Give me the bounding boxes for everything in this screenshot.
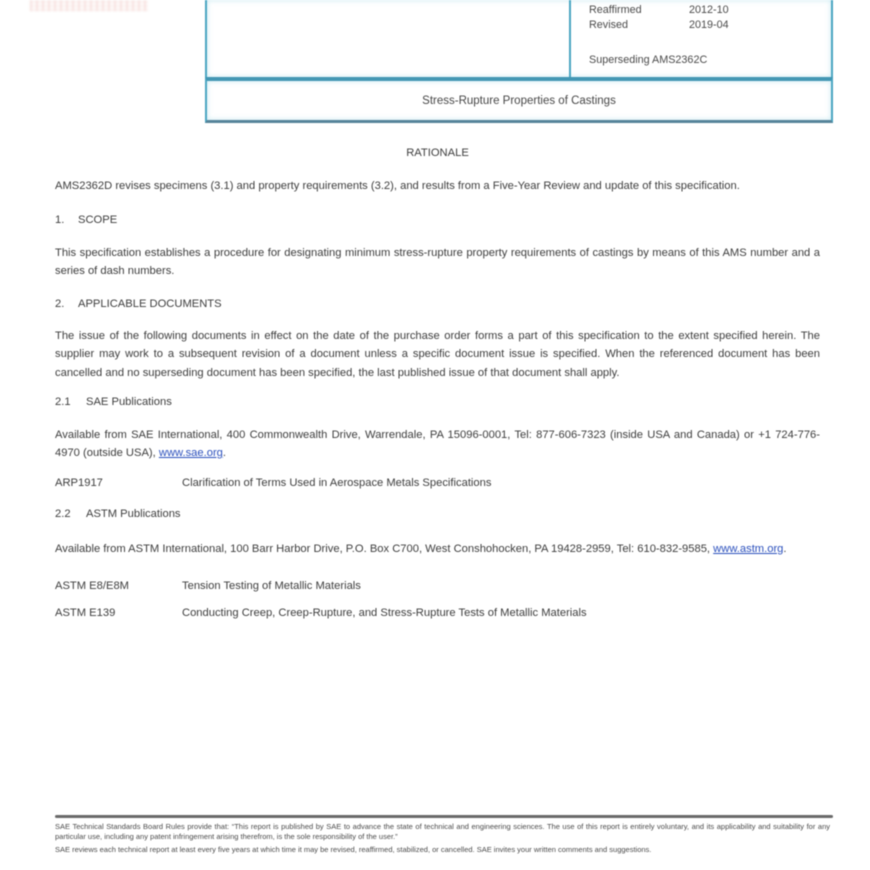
applicable-documents-paragraph: The issue of the following documents in effect on the date of the purchase order forms a part of this specification to the extent specified herein. The supplier may work to a subsequent revision of a document unless a specific document issue is specified. When the referenced document has been cancelled and no superseding document has been specified, the last published issue of that document shall apply. [55, 329, 820, 379]
footer-boilerplate-2: SAE reviews each technical report at least every five years at which time it may be revised, reaffirmed, stabilized, or cancelled. SAE invites your written comments and suggestions. [55, 845, 652, 854]
astm-address-text: Available from ASTM International, 100 Barr Harbor Drive, P.O. Box C700, West Conshohocken, PA 19428-2959, Tel: 610-832-9585, [55, 542, 714, 555]
revision-date: 2012-10 [689, 4, 729, 16]
section-number: 2.1 [55, 395, 71, 408]
document-description: Conducting Creep, Creep-Rupture, and Stress-Rupture Tests of Metallic Materials [182, 607, 587, 620]
document-description: Tension Testing of Metallic Materials [182, 580, 361, 593]
section-title: ASTM Publications [86, 507, 181, 520]
sae-address-paragraph [55, 426, 820, 463]
sae-website-link[interactable]: www.sae.org [158, 447, 223, 460]
section-heading-sae-publications [55, 396, 820, 409]
section-title: APPLICABLE DOCUMENTS [78, 297, 222, 310]
section-number: 1. [55, 213, 65, 226]
astm-address-period: . [783, 542, 787, 555]
document-code: ASTM E139 [55, 607, 116, 620]
section-title: SAE Publications [86, 395, 172, 408]
document-code: ASTM E8/E8M [55, 580, 129, 593]
section-number: 2.2 [55, 507, 71, 520]
red-artifact [30, 0, 148, 11]
section-heading-applicable-documents [55, 298, 820, 311]
document-body [55, 140, 820, 620]
footer-divider [55, 815, 833, 818]
revision-row [589, 3, 825, 18]
astm-address-paragraph [55, 540, 820, 559]
scope-paragraph: This specification establishes a procedure for designating minimum stress-rupture property requirements of castings by means of this AMS number and a series of dash numbers. [55, 246, 820, 278]
astm-website-link[interactable]: www.astm.org [713, 542, 784, 555]
rationale-heading: RATIONALE [406, 147, 469, 159]
referenced-document-row [55, 477, 820, 490]
revision-label: Revised [589, 19, 629, 31]
document-description: Clarification of Terms Used in Aerospace Metals Specifications [182, 476, 492, 489]
referenced-document-row [55, 580, 820, 593]
revision-row [589, 18, 825, 33]
document-title-box [205, 77, 833, 123]
footer [55, 822, 830, 855]
header-table [205, 0, 833, 77]
section-heading-scope [55, 214, 820, 227]
section-number: 2. [55, 297, 65, 310]
document-code: ARP1917 [55, 476, 103, 489]
rationale-paragraph: AMS2362D revises specimens (3.1) and property requirements (3.2), and results from a Five-Year Review and update of this specification. [55, 180, 740, 192]
sae-address-text: Available from SAE International, 400 Commonwealth Drive, Warrendale, PA 15096-0001, Tel: 877-606-7323 (inside USA and Canada) or +1 724-776-4970 (outside USA), [55, 428, 820, 460]
revision-label: Reaffirmed [589, 4, 642, 16]
revision-block [569, 0, 831, 77]
revision-date: 2019-04 [689, 19, 729, 31]
referenced-document-row [55, 607, 820, 620]
section-title: SCOPE [78, 213, 118, 226]
footer-boilerplate-1: SAE Technical Standards Board Rules provide that: “This report is published by SAE to advance the state of technical and engineering sciences. The use of this report is entirely voluntary, and its applicability and suitability for any particular use, including any patent infringement arising therefrom, is the sole responsibility of the user.” [55, 822, 830, 841]
superseding-note: Superseding AMS2362C [589, 54, 708, 66]
sae-address-period: . [222, 447, 227, 460]
section-heading-astm-publications [55, 508, 820, 521]
document-title: Stress-Rupture Properties of Castings [422, 94, 616, 107]
